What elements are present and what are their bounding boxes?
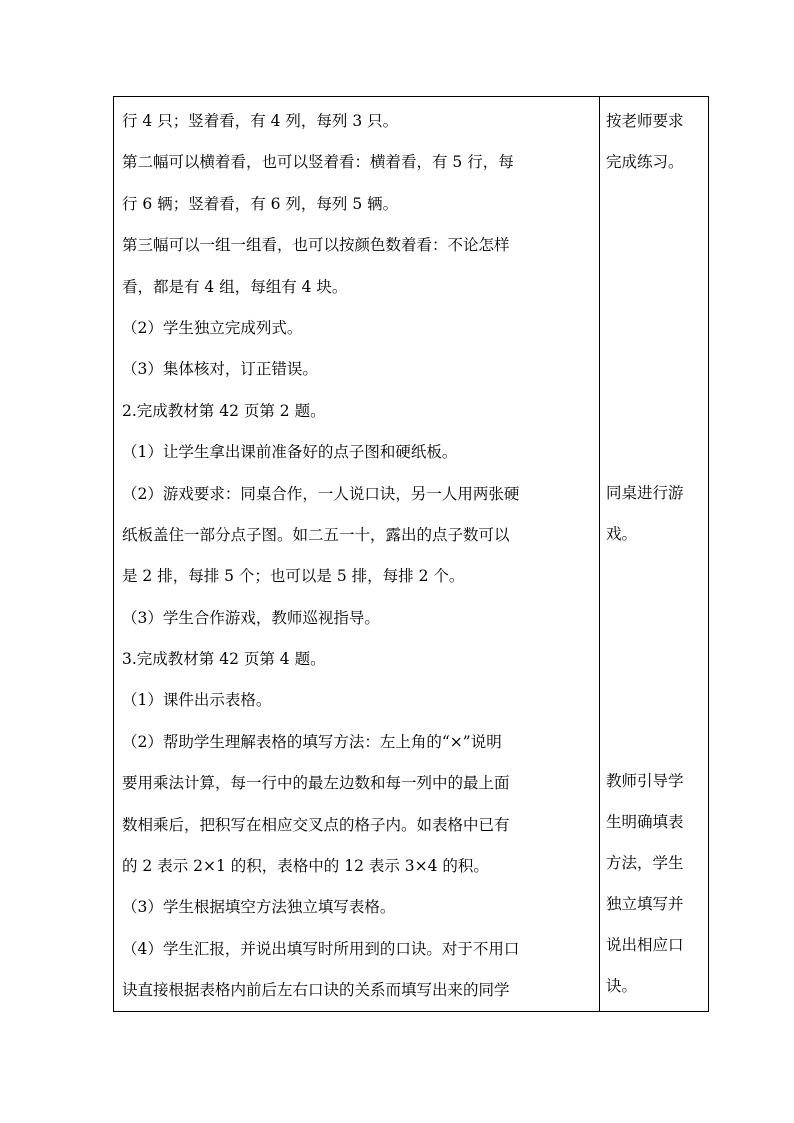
text-line: （2）游戏要求：同桌合作，一人说口诀，另一人用两张硬	[122, 484, 520, 503]
teacher-activity-column	[122, 101, 594, 1012]
side-text-line: 生明确填表	[606, 813, 684, 831]
side-text-line: 方法，学生	[606, 854, 684, 872]
text-line: 是 2 排，每排 5 个；也可以是 5 排，每排 2 个。	[122, 567, 465, 586]
text-line: （1）课件出示表格。	[122, 691, 272, 710]
side-text-line: 按老师要求	[606, 112, 684, 130]
text-line: （4）学生汇报，并说出填写时所用到的口诀。对于不用口	[122, 939, 520, 958]
text-line: 的 2 表示 2×1 的积，表格中的 12 表示 3×4 的积。	[122, 857, 489, 876]
side-text-line: 诀。	[606, 977, 638, 995]
text-line: 第二幅可以横着看，也可以竖着看：横着看，有 5 行，每	[122, 153, 514, 172]
text-line: 第三幅可以一组一组看，也可以按颜色数着看：不论怎样	[122, 236, 510, 255]
side-text-line: 说出相应口	[606, 936, 684, 954]
text-line: 行 4 只；竖着看，有 4 列，每列 3 只。	[122, 112, 399, 130]
lesson-table	[113, 96, 709, 1012]
side-text-line: 同桌进行游	[606, 484, 684, 502]
text-line: 纸板盖住一部分点子图。如二五一十，露出的点子数可以	[122, 525, 510, 544]
text-line: 数相乘后，把积写在相应交叉点的格子内。如表格中已有	[122, 815, 510, 834]
side-text-line: 完成练习。	[606, 153, 684, 171]
text-line: （1）让学生拿出课前准备好的点子图和硬纸板。	[122, 443, 458, 462]
student-activity-block-3	[606, 761, 706, 1007]
side-text-line: 教师引导学	[606, 772, 684, 790]
text-line: 要用乘法计算，每一行中的最左边数和每一列中的最上面	[122, 774, 510, 793]
text-line: 诀直接根据表格内前后左右口诀的关系而填写出来的同学	[122, 981, 510, 1000]
text-line: 行 6 辆；竖着看，有 6 列，每列 5 辆。	[122, 194, 399, 213]
text-line: 看，都是有 4 组，每组有 4 块。	[122, 277, 348, 296]
text-line: （3）集体核对，订正错误。	[122, 360, 318, 379]
text-line: 3.完成教材第 42 页第 4 题。	[122, 650, 326, 669]
student-activity-block-2	[606, 473, 706, 555]
text-line: （3）学生合作游戏，教师巡视指导。	[122, 608, 380, 627]
text-line: （2）帮助学生理解表格的填写方法：左上角的“×”说明	[122, 732, 502, 751]
column-divider	[599, 97, 600, 1011]
side-text-line: 戏。	[606, 525, 638, 543]
text-line: （2）学生独立完成列式。	[122, 318, 303, 337]
text-line: （3）学生根据填空方法独立填写表格。	[122, 898, 396, 917]
side-text-line: 独立填写并	[606, 895, 684, 913]
text-line: 2.完成教材第 42 页第 2 题。	[122, 401, 326, 420]
student-activity-block-1	[606, 101, 706, 183]
